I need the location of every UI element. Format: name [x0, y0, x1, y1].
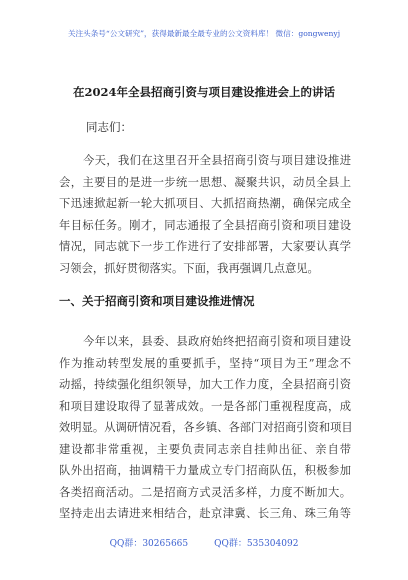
text-line: 坚持走出去请进来相结合，赴京津冀、长三角、珠三角等 [59, 507, 351, 520]
header-banner: 关注头条号“公文研究”，获得最新最全最专业的公文资料库！ 微信：gongwenyj [67, 29, 341, 38]
text-line: 情况，同志就下一步工作进行了安排部署，大家要认真学 [59, 240, 351, 253]
text-line: 今天，我们在这里召开全县招商引资与项目建设推进 [83, 154, 351, 167]
text-line: 建设都非常重视，主要负责同志亲自挂帅出征、亲自带 [59, 442, 351, 456]
text-line: 年目标任务。刚才，同志通报了全县招商引资和项目建设 [59, 218, 351, 232]
text-line: 动摇，持续强化组织领导，加大工作力度，全县招商引资 [59, 378, 351, 391]
text-line: 队外出招商，抽调精干力量成立专门招商队伍，积极参加 [59, 464, 351, 477]
text-line: 各类招商活动。二是招商方式灵活多样，力度不断加大。 [59, 485, 351, 499]
section-paragraph [59, 331, 351, 525]
intro-paragraph [59, 150, 351, 279]
text-line: 习领会，抓好贯彻落实。下面，我再强调几点意见。 [59, 261, 319, 275]
text-line: 作为推动转型发展的重要抓手，坚持“项目为王”理念不 [59, 356, 351, 370]
salutation: 同志们： [86, 120, 132, 134]
text-line: 今年以来，县委、县政府始终把招商引资和项目建设 [83, 335, 351, 348]
text-line: 会，主要目的是进一步统一思想、凝聚共识，动员全县上 [59, 175, 351, 189]
text-line: 效明显。从调研情况看，各乡镇、各部门对招商引资和项目 [59, 421, 353, 434]
footer-qq-group-2: QQ群：535304092 [214, 539, 299, 549]
footer-contact [0, 536, 408, 549]
document-title: 在2024年全县招商引资与项目建设推进会上的讲话 [72, 85, 335, 99]
text-line: 下迅速掀起新一轮大抓项目、大抓招商热潮，确保完成全 [59, 197, 351, 210]
section-heading: 一、关于招商引资和项目建设推进情况 [59, 294, 255, 308]
text-line: 和项目建设取得了显著成效。一是各部门重视程度高，成 [59, 399, 351, 413]
footer-qq-group-1: QQ群：30265665 [109, 539, 189, 549]
